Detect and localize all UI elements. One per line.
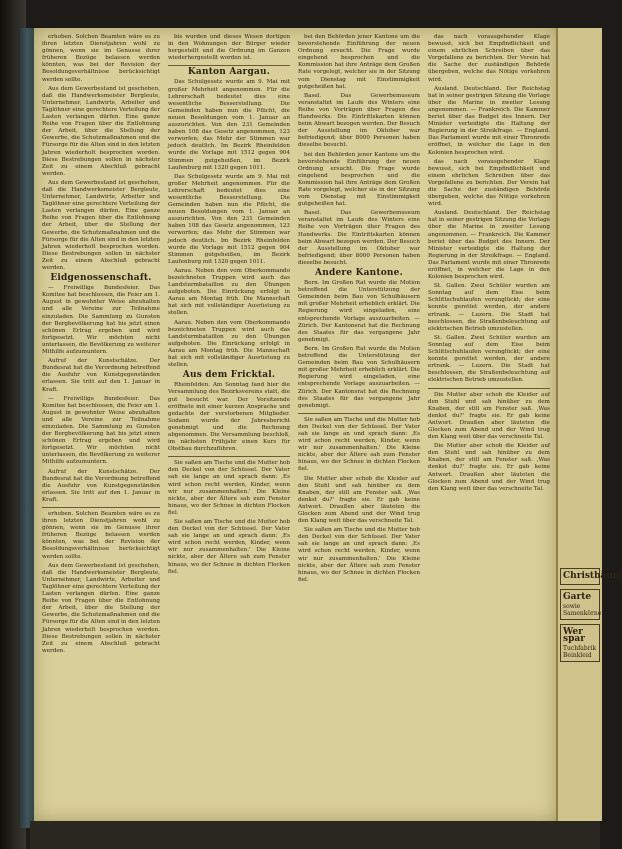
divider bbox=[428, 388, 550, 389]
paragraph: Die Mutter aber schob die Kleider auf den Stuhl und sah hinüber zu dem Knaben, der still am Fenster saß. ,Was denkst du?' fragte sie. Er gab keine Antwort. Draußen aber läuteten die Glocken zum Abend und der Wind trug den Klang weit über das verschneite Tal. bbox=[298, 475, 420, 525]
paragraph: erhoben. Solchen Beamten wäre es zu ihren letzten Dienstjahren wohl zu gönnen, wenn sie im Genusse ihrer früheren Bezüge belassen werden könnten, was bei der Revision der Besoldungsverhältnisse berücksichtigt werden sollte. bbox=[42, 511, 160, 560]
divider bbox=[42, 507, 160, 508]
section-heading: Eidgenossenschaft. bbox=[50, 273, 152, 284]
paragraph: Sie saßen am Tische und die Mutter hob den Deckel von der Schüssel. Der Vater sah sie lange an und sprach dann: ,Es wird schon recht werden, Kinder, wenn wir nur zusammenhalten.' Die Kleine nickte, aber der Ältere sah zum Fenster hinaus, wo der Schnee in dichten Flocken fiel. bbox=[168, 460, 290, 516]
paragraph: bei den Behörden jener Kantone um die bevorstehende Einführung der neuen Ordnung ersucht. Die Frage wurde eingehend besprochen und die Kommission hat ihre Anträge dem Großen Rate vorgelegt, welcher sie in der Sitzung vom Dienstag mit Einstimmigkeit gutgeheißen hat. bbox=[298, 151, 420, 208]
paragraph: — Freiwillige Bundesfeier. Das Komitee hat beschlossen, die Feier am 1. August in gewohnter Weise abzuhalten und alle Vereine zur Teilnahme einzuladen. Die Sammlung zu Gunsten der Bergbevölkerung hat bis jetzt einen schönen Ertrag ergeben und wird fortgesetzt. Wir möchten nicht unterlassen, die Bevölkerung zu weiterer Mithilfe aufzumuntern. bbox=[42, 395, 160, 466]
ad-box bbox=[560, 589, 605, 620]
ad-box bbox=[560, 568, 622, 585]
paragraph: Bern. Im Großen Rat wurde die Motion betreffend die Unterstützung der Gemeinden beim Bau von Schulhäusern mit großer Mehrheit erheblich erklärt. Die Regierung wird eingeladen, eine entsprechende Vorlage auszuarbeiten. — Zürich. Der Kantonsrat hat die Rechnung des Staates für das vergangene Jahr genehmigt. bbox=[298, 280, 420, 343]
adjacent-page-ads bbox=[556, 28, 622, 821]
paragraph: Aus dem Gewerbestand ist geschehen, daß die Handwerksmeister Bergleute, Unternehmer, Landwirte, Arbeiter und Taglöhner eine gerechtere Verteilung der Lasten verlangen dürfen. Eine ganze Reihe von Fragen über die Entlohnung der Arbeit, über die Stellung der Gewerbe, die Schutzmaßnahmen und die Fürsorge für die Alten sind in den letzten Jahren wiederholt besprochen worden. Diese Bestrebungen sollen in nächster Zeit zu einem Abschluß gebracht werden. bbox=[42, 85, 160, 177]
ad-text: Beinkleid bbox=[563, 652, 592, 659]
paragraph: Sie saßen am Tische und die Mutter hob den Deckel von der Schüssel. Der Vater sah sie lange an und sprach dann: ,Es wird schon recht werden, Kinder, wenn wir nur zusammenhalten.' Die Kleine nickte, aber der Ältere sah zum Fenster hinaus, wo der Schnee in dichten Flocken fiel. bbox=[168, 519, 290, 575]
paragraph: Aus dem Gewerbestand ist geschehen, daß die Handwerksmeister Bergleute, Unternehmer, Landwirte, Arbeiter und Taglöhner eine gerechtere Verteilung der Lasten verlangen dürfen. Eine ganze Reihe von Fragen über die Entlohnung der Arbeit, über die Stellung der Gewerbe, die Schutzmaßnahmen und die Fürsorge für die Alten sind in den letzten Jahren wiederholt besprochen worden. Diese Bestrebungen sollen in nächster Zeit zu einem Abschluß gebracht werden. bbox=[42, 562, 160, 654]
paragraph: Bern. Im Großen Rat wurde die Motion betreffend die Unterstützung der Gemeinden beim Bau von Schulhäusern mit großer Mehrheit erheblich erklärt. Die Regierung wird eingeladen, eine entsprechende Vorlage auszuarbeiten. — Zürich. Der Kantonsrat hat die Rechnung des Staates für das vergangene Jahr genehmigt. bbox=[298, 345, 420, 409]
column-4 bbox=[428, 34, 550, 814]
paragraph: Die Mutter aber schob die Kleider auf den Stuhl und sah hinüber zu dem Knaben, der still am Fenster saß. ,Was denkst du?' fragte sie. Er gab keine Antwort. Draußen aber läuteten die Glocken zum Abend und der Wind trug den Klang weit über das verschneite Tal. bbox=[428, 391, 550, 441]
paragraph: Das Schulgesetz wurde am 9. Mai mit großer Mehrheit angenommen. Für die Lehrerschaft bedeutet dies eine wesentliche Besserstellung. Die Gemeinden haben nun die Pflicht, die neuen Besoldungen vom 1. Januar an auszurichten. Von den 231 Gemeinden haben 108 das Gesetz angenommen, 123 verworfen; das Mehr der Stimmen war jedoch deutlich. Im Bezirk Rheinfelden wurde die Vorlage mit 1512 gegen 904 Stimmen gutgeheißen, im Bezirk Laufenburg mit 1320 gegen 1011. bbox=[168, 173, 290, 265]
ad-box bbox=[560, 624, 600, 662]
paragraph: Aarau. Neben den vom Oberkommando bezeichneten Truppen wird auch das Landsturmbataillon zu den Übungen aufgeboten. Die Einrückung erfolgt in Aarau am Montag früh. Die Mannschaft hat sich mit vollständiger Ausrüstung zu stellen. bbox=[168, 267, 290, 317]
paragraph: Basel. Das Gewerbemuseum veranstaltet im Laufe des Winters eine Reihe von Vorträgen über Fragen des Handwerks. Die Eintrittskarten können beim Abwart bezogen werden. Der Besuch der Ausstellung im Oktober war befriedigend; über 8000 Personen haben dieselbe besucht. bbox=[298, 92, 420, 149]
section-heading: Kanton Aargau. bbox=[187, 67, 271, 78]
paragraph: erhoben. Solchen Beamten wäre es zu ihren letzten Dienstjahren wohl zu gönnen, wenn sie im Genusse ihrer früheren Bezüge belassen werden könnten, was bei der Revision der Besoldungsverhältnisse berücksichtigt werden sollte. bbox=[42, 34, 160, 83]
paragraph: Ausland. Deutschland. Der Reichstag hat in seiner gestrigen Sitzung die Vorlage über die Marine in zweiter Lesung angenommen. — Frankreich. Die Kammer beriet über das Budget des Innern. Der Minister verteidigte die Haltung der Regierung in der Streikfrage. — England. Das Parlament wurde mit einer Thronrede eröffnet, in welcher die Lage in den Kolonien besprochen wird. bbox=[428, 85, 550, 156]
paragraph: das nach vorausgehender Klage bewusst, sich bei Empfindlichkeit und einem ehrlichen Schreiben über das Vorgefallene zu berichten. Der Verein hat die Sache der zuständigen Behörde übergeben, welche das Nötige vorkehren wird. bbox=[428, 158, 550, 208]
ad-text: sowie Samenkörner bbox=[563, 603, 605, 617]
paragraph: Aufruf der Kunstschätze. Der Bundesrat hat die Verordnung betreffend die Ausfuhr von Kunstgegenständen erlassen. Sie tritt auf den 1. Januar in Kraft. bbox=[42, 358, 160, 393]
paragraph: — Freiwillige Bundesfeier. Das Komitee hat beschlossen, die Feier am 1. August in gewohnter Weise abzuhalten und alle Vereine zur Teilnahme einzuladen. Die Sammlung zu Gunsten der Bergbevölkerung hat bis jetzt einen schönen Ertrag ergeben und wird fortgesetzt. Wir möchten nicht unterlassen, die Bevölkerung zu weiterer Mithilfe aufzumuntern. bbox=[42, 285, 160, 356]
paragraph: bis wurden und dieses Wesen dortigen in den Wohnungen der Bürger wieder hergestellt und die Ordnung im Ganzen wiederhergestellt worden ist. bbox=[168, 34, 290, 62]
paragraph: Sie saßen am Tische und die Mutter hob den Deckel von der Schüssel. Der Vater sah sie lange an und sprach dann: ,Es wird schon recht werden, Kinder, wenn wir nur zusammenhalten.' Die Kleine nickte, aber der Ältere sah zum Fenster hinaus, wo der Schnee in dichten Flocken fiel. bbox=[298, 416, 420, 473]
section-heading: Andere Kantone. bbox=[315, 268, 403, 278]
column-1 bbox=[42, 34, 160, 814]
paragraph: Aus dem Gewerbestand ist geschehen, daß die Handwerksmeister Bergleute, Unternehmer, Landwirte, Arbeiter und Taglöhner eine gerechtere Verteilung der Lasten verlangen dürfen. Eine ganze Reihe von Fragen über die Entlohnung der Arbeit, über die Stellung der Gewerbe, die Schutzmaßnahmen und die Fürsorge für die Alten sind in den letzten Jahren wiederholt besprochen worden. Diese Bestrebungen sollen in nächster Zeit zu einem Abschluß gebracht werden. bbox=[42, 179, 160, 271]
section-heading: Aus dem Fricktal. bbox=[182, 370, 276, 381]
paragraph: das nach vorausgehender Klage bewusst, sich bei Empfindlichkeit und einem ehrlichen Schreiben über das Vorgefallene zu berichten. Der Verein hat die Sache der zuständigen Behörde übergeben, welche das Nötige vorkehren wird. bbox=[428, 34, 550, 83]
table-surface bbox=[30, 821, 600, 849]
newspaper-page bbox=[34, 28, 556, 821]
paragraph: Aufruf der Kunstschätze. Der Bundesrat hat die Verordnung betreffend die Ausfuhr von Kunstgegenständen erlassen. Sie tritt auf den 1. Januar in Kraft. bbox=[42, 468, 160, 503]
paragraph: Ausland. Deutschland. Der Reichstag hat in seiner gestrigen Sitzung die Vorlage über die Marine in zweiter Lesung angenommen. — Frankreich. Die Kammer beriet über das Budget des Innern. Der Minister verteidigte die Haltung der Regierung in der Streikfrage. — England. Das Parlament wurde mit einer Thronrede eröffnet, in welcher die Lage in den Kolonien besprochen wird. bbox=[428, 210, 550, 281]
paragraph: St. Gallen. Zwei Schüler wurden am Sonntag auf dem Eise beim Schlittschuhlaufen verunglückt; der eine konnte gerettet werden, der andere ertrank. — Luzern. Die Stadt hat beschlossen, die Straßenbeleuchtung auf elektrischen Betrieb umzustellen. bbox=[428, 283, 550, 332]
ad-title: Garte bbox=[563, 592, 592, 602]
paragraph: Rheinfelden. Am Sonntag fand hier die Versammlung des Bezirksvereins statt, die gut besucht war. Der Vorsitzende eröffnete mit einer kurzen Ansprache und gedachte der verstorbenen Mitglieder. Sodann wurde der Jahresbericht genehmigt und die Rechnung abgenommen. Die Versammlung beschloß, im nächsten Frühjahr einen Kurs für Obstbau durchzuführen. bbox=[168, 382, 290, 453]
divider bbox=[168, 456, 290, 457]
column-2 bbox=[168, 34, 290, 814]
ad-title: Wer spar bbox=[563, 627, 585, 644]
paragraph: Sie saßen am Tische und die Mutter hob den Deckel von der Schüssel. Der Vater sah sie lange an und sprach dann: ,Es wird schon recht werden, Kinder, wenn wir nur zusammenhalten.' Die Kleine nickte, aber der Ältere sah zum Fenster hinaus, wo der Schnee in dichten Flocken fiel. bbox=[298, 527, 420, 583]
paragraph: bei den Behörden jener Kantone um die bevorstehende Einführung der neuen Ordnung ersucht. Die Frage wurde eingehend besprochen und die Kommission hat ihre Anträge dem Großen Rate vorgelegt, welcher sie in der Sitzung vom Dienstag mit Einstimmigkeit gutgeheißen hat. bbox=[298, 34, 420, 90]
paragraph: St. Gallen. Zwei Schüler wurden am Sonntag auf dem Eise beim Schlittschuhlaufen verunglückt; der eine konnte gerettet werden, der andere ertrank. — Luzern. Die Stadt hat beschlossen, die Straßenbeleuchtung auf elektrischen Betrieb umzustellen. bbox=[428, 334, 550, 384]
divider bbox=[298, 413, 420, 414]
paragraph: Das Schulgesetz wurde am 9. Mai mit großer Mehrheit angenommen. Für die Lehrerschaft bedeutet dies eine wesentliche Besserstellung. Die Gemeinden haben nun die Pflicht, die neuen Besoldungen vom 1. Januar an auszurichten. Von den 231 Gemeinden haben 108 das Gesetz angenommen, 123 verworfen; das Mehr der Stimmen war jedoch deutlich. Im Bezirk Rheinfelden wurde die Vorlage mit 1512 gegen 904 Stimmen gutgeheißen, im Bezirk Laufenburg mit 1320 gegen 1011. bbox=[168, 79, 290, 171]
paragraph: Aarau. Neben den vom Oberkommando bezeichneten Truppen wird auch das Landsturmbataillon zu den Übungen aufgeboten. Die Einrückung erfolgt in Aarau am Montag früh. Die Mannschaft hat sich mit vollständiger Ausrüstung zu stellen. bbox=[168, 319, 290, 369]
column-3 bbox=[298, 34, 420, 814]
ad-text: Tuchfabrik bbox=[563, 645, 597, 652]
paragraph: Die Mutter aber schob die Kleider auf den Stuhl und sah hinüber zu dem Knaben, der still am Fenster saß. ,Was denkst du?' fragte sie. Er gab keine Antwort. Draußen aber läuteten die Glocken zum Abend und der Wind trug den Klang weit über das verschneite Tal. bbox=[428, 443, 550, 492]
ad-title: Christbäum bbox=[563, 571, 622, 581]
divider bbox=[168, 65, 290, 66]
paragraph: Basel. Das Gewerbemuseum veranstaltet im Laufe des Winters eine Reihe von Vorträgen über Fragen des Handwerks. Die Eintrittskarten können beim Abwart bezogen werden. Der Besuch der Ausstellung im Oktober war befriedigend; über 8000 Personen haben dieselbe besucht. bbox=[298, 210, 420, 266]
